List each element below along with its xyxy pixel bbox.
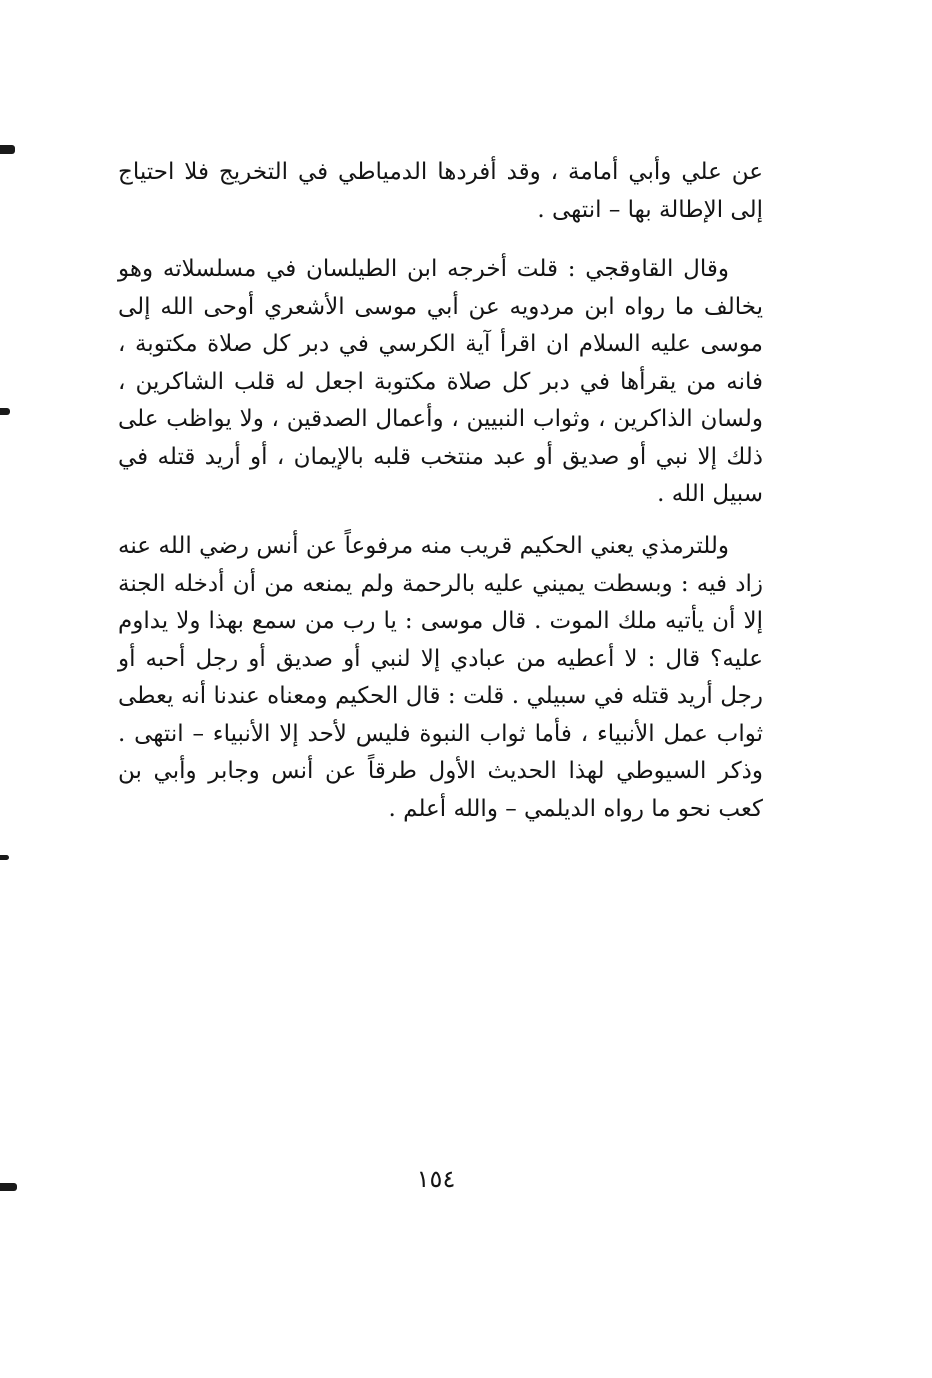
binding-hole-mark [0,408,10,415]
page-number: ١٥٤ [416,1165,456,1193]
paragraph-3: وللترمذي يعني الحكيم قريب منه مرفوعاً عن أنس رضي الله عنه زاد فيه : وبسطت يميني عليه بالرحمة ولم يمنعه من أن أدخله الجنة إلا أن يأتيه ملك الموت . قال موسى : يا رب من سمع بهذا ولا يداوم عليه؟ قال : لا أعطيه من عبادي إلا لنبي أو صديق أو رجل أحبه أو رجل أريد قتله في سبيلي . قلت : قال الحكيم ومعناه عندنا أنه يعطى ثواب عمل الأنبياء ، فأما ثواب النبوة فليس لأحد إلا الأنبياء – انتهى . وذكر السيوطي لهذا الحديث الأول طرقاً عن أنس وجابر وأبي بن كعب نحو ما رواه الديلمي – والله أعلم . [118,533,763,822]
binding-hole-mark [0,145,15,154]
binding-hole-mark [0,855,9,860]
paragraph-2: وقال القاوقجي : قلت أخرجه ابن الطيلسان في مسلسلاته وهو يخالف ما رواه ابن مردويه عن أبي موسى الأشعري أوحى الله إلى موسى عليه السلام ان اقرأ آية الكرسي في دبر كل صلاة مكتوبة ، فانه من يقرأها في دبر كل صلاة مكتوبة اجعل له قلب الشاكرين ، ولسان الذاكرين ، وثواب النبيين ، وأعمال الصدقين ، ولا يواظب على ذلك إلا نبي أو صديق أو عبد منتخب قلبه بالإيمان ، أو أريد قتله في سبيل الله . [118,256,763,507]
paragraph-1: عن علي وأبي أمامة ، وقد أفردها الدمياطي في التخريج فلا احتياج إلى الإطالة بها – انتهى . [118,159,763,223]
binding-hole-mark [0,1183,17,1191]
